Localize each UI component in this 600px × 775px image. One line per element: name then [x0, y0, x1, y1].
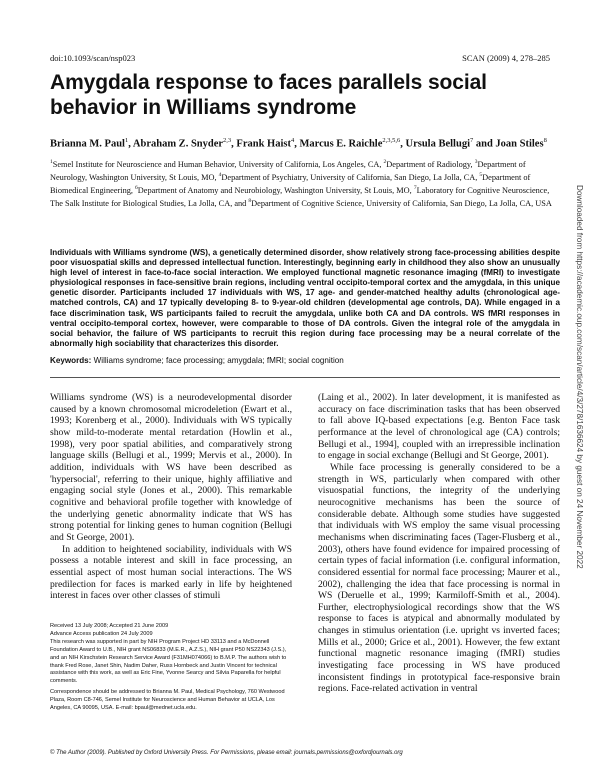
author-separator: ,	[128, 138, 133, 150]
affiliation-text: Department of Radiology,	[386, 159, 475, 169]
affiliation-text: Laboratory for Cognitive Neuroscience, The Salk Institute for Biological Studies, La Jolla, CA, and	[50, 185, 550, 208]
author-name: Marcus E. Raichle	[299, 138, 383, 150]
body-paragraph: While face processing is generally considered to be a strength in WS, particularly when compared with other visuospatial functions, the integrity of the underlying neurocognitive mechanisms has been the source of considerable debate. Although some studies have suggested that individuals with WS employ the same visual processing mechanisms when discriminating faces (Tager-Flusberg et al., 2003), others have found evidence for impaired processing of certain types of facial information (i.e. configural information, considered essential for normal face processing; Maurer et al., 2002), challenging the idea that face processing is normal in WS (Deruelle et al., 1999; Karmiloff-Smith et al., 2004). Further, electrophysiological recordings show that the WS response to faces is atypical and abnormally modulated by changes in stimulus orientation (i.e. upright vs inverted faces; Mills et al., 2000; Grice et al., 2001). However, the few extant functional magnetic resonance imaging (fMRI) studies investigating face processing in WS have produced inconsistent findings in prototypical face-responsive brain regions. Face-related activation in ventral	[318, 461, 560, 695]
affiliation-text: Department of Neurology, Washington University, St Louis, MO,	[50, 159, 526, 182]
article-footnotes	[50, 623, 292, 713]
author-separator: and	[473, 138, 496, 150]
funding-note: This research was supported in part by NIH Program Project HD 33113 and a McDonnell Foundation Award to U.B., NIH grant NS06833 (M.E.R., A.Z.S.), NIH grant P50 NS22343 (J.S.), and an NIH Kirschstein Research Service Award (F31MH074066) to B.M.P. The authors wish to thank Fred Rose, Janet Shin, Nadim Daher, Russ Hornbeck and Justin Vincent for technical assistance with this work, as well as Eric Fine, Yvonne Searcy and Silvia Paparella for helpful comments.	[50, 638, 287, 685]
keywords-text: Williams syndrome; face processing; amygdala; fMRI; social cognition	[93, 356, 344, 365]
affiliation-marker: 2	[383, 159, 387, 165]
body-column-left	[50, 392, 292, 602]
author-name: Joan Stiles	[495, 138, 544, 150]
author-separator: ,	[231, 138, 237, 150]
journal-citation: SCAN (2009) 4, 278–285	[462, 53, 550, 63]
affiliation-text: Department of Biomedical Engineering,	[50, 172, 531, 195]
author-name: Ursula Bellugi	[405, 138, 470, 150]
keywords	[50, 356, 560, 365]
body-paragraph: Williams syndrome (WS) is a neurodevelopmental disorder caused by a known chromosomal microdeletion (Ewart et al., 1993; Korenberg et al., 2000). Individuals with WS typically show mild-to-moderate mental retardation (Howlin et al., 1998), very poor spatial abilities, and comparatively strong language skills (Bellugi et al., 1999; Mervis et al., 2000). In addition, individuals with WS have been described as 'hypersocial', referring to their unique, highly affiliative and engaging social style (Jones et al., 2000). This remarkable cognitive and behavioral profile together with knowledge of the underlying genetic abnormality indicate that WS has strong potential for linking genes to human cognition (Bellugi and St George, 2001).	[50, 392, 292, 543]
affiliation-marker: 6	[135, 184, 138, 191]
author-name: Abraham Z. Snyder	[132, 138, 224, 150]
body-paragraph: In addition to heightened sociability, individuals with WS possess a notable interest and skill in face processing, an essential aspect of most human social interactions. The WS predilection for faces is marked early in life by heightened interest in faces over other classes of stimuli	[50, 543, 292, 602]
affiliation-text: Department of Anatomy and Neurobiology, Washington University, St Louis, MO,	[137, 185, 414, 195]
affiliation-marker: 1	[50, 159, 53, 165]
copyright-notice: © The Author (2009). Published by Oxford University Press. For Permissions, please email: journals.permissions@oxfordjournals.org	[50, 750, 403, 756]
author-separator: ,	[294, 138, 300, 150]
affiliation-marker: 5	[479, 171, 483, 178]
download-watermark: Downloaded from https://academic.oup.com/scan/article/4/3/278/1636624 by guest on 24 November 2022	[575, 185, 584, 569]
author-affiliation-marker: 4	[290, 137, 295, 144]
affiliation-marker: 4	[218, 171, 222, 178]
author-affiliation-marker: 7	[469, 137, 474, 144]
author-affiliation-marker: 2,3	[223, 137, 232, 144]
author-list	[50, 134, 560, 151]
keywords-label: Keywords:	[50, 356, 92, 365]
correspondence-note[interactable]: Correspondence should be addressed to Brianna M. Paul, Medical Psychology, 760 Westwood Plaza, Room C8-746, Semel Institute for Neuroscience and Human Behavior at UCLA, Los Angeles, CA 90095, USA. E-mail: bpaul@mednet.ucla.edu.	[50, 689, 285, 712]
affiliation-text: Semel Institute for Neuroscience and Human Behavior, University of California, Los Angeles, CA,	[52, 159, 384, 169]
affiliation-marker: 8	[248, 197, 252, 204]
author-affiliation-marker: 8	[543, 137, 547, 144]
body-paragraph: (Laing et al., 2002). In later development, it is manifested as accuracy on face discrimination tasks that has been observed to fall above IQ-based expectations [e.g. Benton Face task performance at the level of chronological age (CA) controls; Bellugi et al., 1994], coupled with an irrepressible inclination to engage in social exchange (Bellugi and St George, 2001).	[318, 392, 560, 462]
author-separator: ,	[400, 138, 406, 150]
author-affiliation-marker: 2,3,5,6	[382, 137, 401, 144]
author-name: Brianna M. Paul	[50, 138, 125, 150]
body-column-right	[318, 392, 560, 762]
article-title: Amygdala response to faces parallels social behavior in Williams syndrome	[50, 71, 487, 119]
doi-text[interactable]: doi:10.1093/scan/nsp023	[50, 53, 136, 63]
abstract: Individuals with Williams syndrome (WS), a genetically determined disorder, show relatively strong face-processing abilities despite poor visuospatial skills and depressed intellectual function. Interestingly, beginning early in childhood they also show an unusually high level of interest in face-to-face social interaction. We employed functional magnetic resonance imaging (fMRI) to investigate physiological responses in face-sensitive brain regions, including ventral occipito-temporal cortex and the amygdala, in this unique genetic disorder. Participants included 17 individuals with WS, 17 age- and gender-matched healthy adults (chronological age-matched controls, CA) and 17 typically developing 8- to 9-year-old children (developmental age controls, DA). While engaged in a face discrimination task, WS participants failed to recruit the amygdala, unlike both CA and DA controls. WS fMRI responses in ventral occipito-temporal cortex, however, were comparable to those of DA controls. Given the integral role of the amygdala in social behavior, the failure of WS participants to recruit this region during face processing may be a neural correlate of the abnormally high sociability that characterizes this disorder.	[50, 248, 560, 348]
affiliation-text: Department of Cognitive Science, University of California, San Diego, La Jolla, CA, USA	[251, 198, 552, 208]
advance-access-date: Advance Access publication 24 July 2009	[50, 630, 153, 637]
author-affiliation-marker: 1	[124, 137, 129, 144]
affiliations	[50, 157, 560, 209]
author-name: Frank Haist	[236, 138, 291, 150]
affiliation-text: Department of Psychiatry, University of California, San Diego, La Jolla, CA,	[221, 172, 480, 182]
section-divider	[50, 377, 560, 378]
affiliation-marker: 7	[413, 184, 417, 191]
affiliation-marker: 3	[474, 159, 478, 165]
received-dates: Received 13 July 2008; Accepted 21 June 2009	[50, 623, 169, 629]
